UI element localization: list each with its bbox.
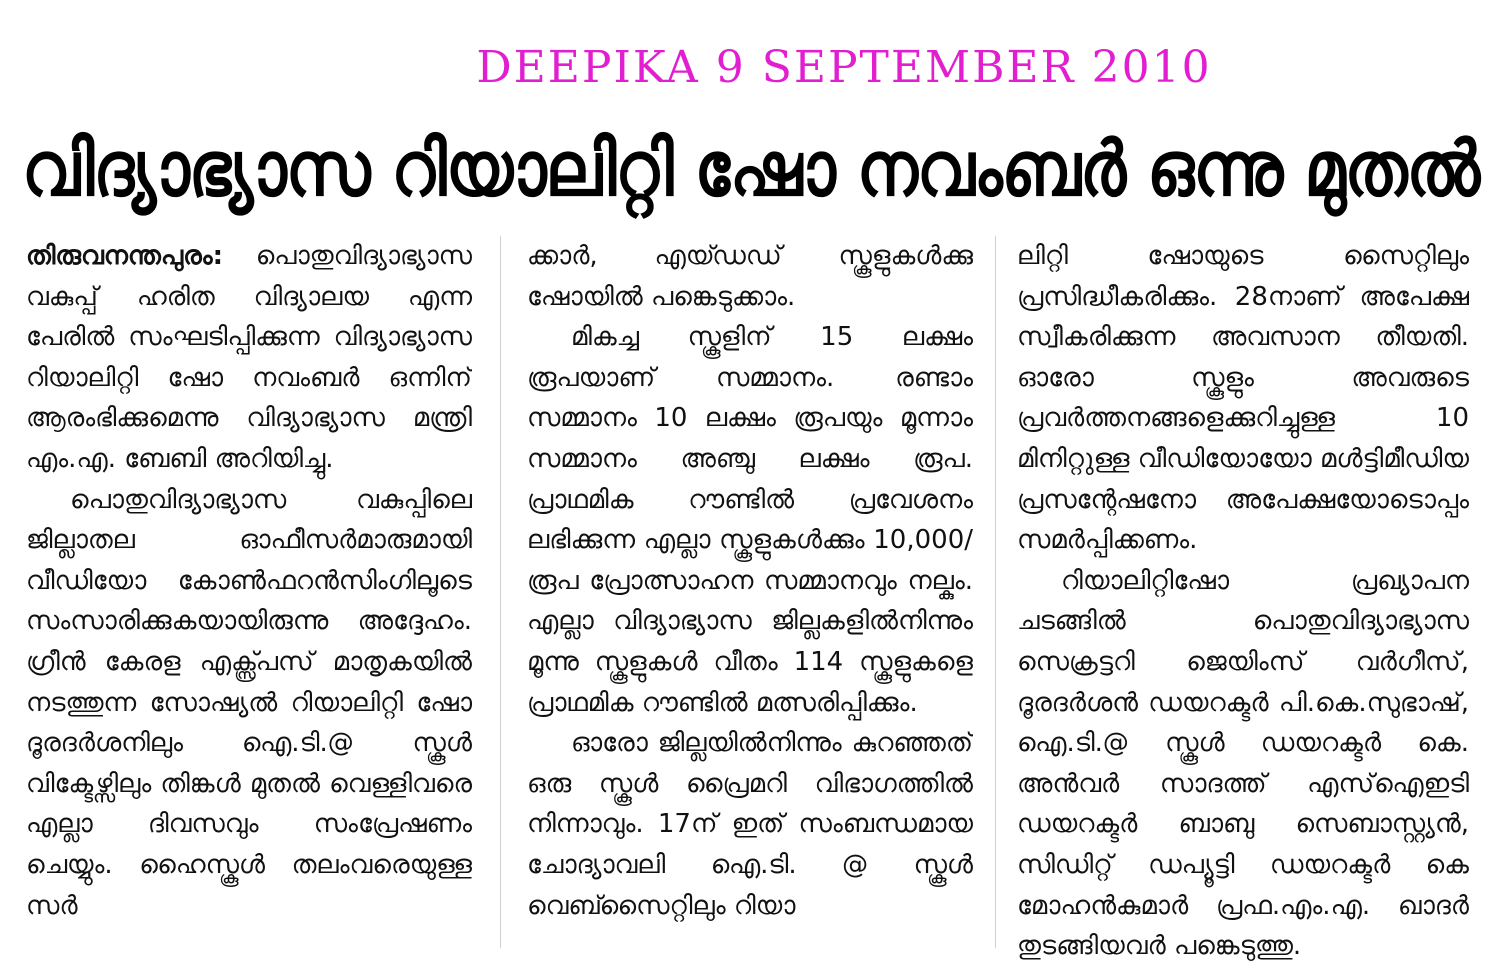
article-paragraph: ഓരോ ജില്ലയിൽനിന്നും കുറഞ്ഞത് ഒരു സ്കൂൾ പ്രൈമറി വിഭാഗത്തിൽ നിന്നാവും. 17ന് ഇത് സംബന്ധമായ ചോദ്യാവലി ഐ.ടി. @ സ്കൂൾ വെബ്സൈറ്റിലും റിയാ <box>527 728 973 921</box>
source-and-date: DEEPIKA 9 SEPTEMBER 2010 <box>476 42 1212 93</box>
article-paragraph: ക്കാർ, എയ്ഡഡ് സ്കൂളുകൾക്കു ഷോയിൽ പങ്കെടുക്കാം. <box>527 241 973 312</box>
article-column-1 <box>26 236 472 926</box>
article-column-3 <box>1017 236 1469 967</box>
article-paragraph: ലിറ്റി ഷോയുടെ സൈറ്റിലും പ്രസിദ്ധീകരിക്കും. 28നാണ് അപേക്ഷ സ്വീകരിക്കുന്ന അവസാന തീയതി. ഓരോ സ്കൂളും അവരുടെ പ്രവർത്തനങ്ങളെക്കുറിച്ചുള്ള 10 മിനിറ്റുള്ള വീഡിയോയോ മൾട്ടിമീഡിയ പ്രസന്റേഷനോ അപേക്ഷയോടൊപ്പം സമർപ്പിക്കണം. <box>1017 241 1469 556</box>
dateline: തിരുവനന്തപുരം: <box>26 241 223 271</box>
article-paragraph <box>26 236 472 480</box>
article-paragraph: റിയാലിറ്റിഷോ പ്രഖ്യാപന ചടങ്ങിൽ പൊതുവിദ്യാഭ്യാസ സെക്രട്ടറി ജെയിംസ് വർഗീസ്, ദൂരദർശൻ ഡയറക്ടർ പി.കെ.സുഭാഷ്, ഐ.ടി.@ സ്കൂൾ ഡയറക്ടർ കെ. അൻവർ സാദത്ത് എസ്ഐഇടി ഡയറക്ടർ ബാബു സെബാസ്റ്റ്യൻ, സിഡിറ്റ് ഡപ്യൂട്ടി ഡയറക്ടർ കെ മോഹൻകുമാർ പ്രഫ.എം.എ. ഖാദർ തുടങ്ങിയവർ പങ്കെടുത്തു. <box>1017 565 1469 962</box>
headline: വിദ്യാഭ്യാസ റിയാലിറ്റി ഷോ നവംബർ ഒന്നു മുതൽ <box>22 124 1480 214</box>
article-paragraph: മികച്ച സ്കൂളിന് 15 ലക്ഷം രൂപയാണ് സമ്മാനം. രണ്ടാം സമ്മാനം 10 ലക്ഷം രൂപയും മൂന്നാം സമ്മാനം അഞ്ചു ലക്ഷം രൂപ. പ്രാഥമിക റൗണ്ടിൽ പ്രവേശനം ലഭിക്കുന്ന എല്ലാ സ്കൂളുകൾക്കും 10,000/ രൂപ പ്രോത്സാഹന സമ്മാനവും നല്കും. എല്ലാ വിദ്യാഭ്യാസ ജില്ലകളിൽനിന്നും മൂന്നു സ്കൂളുകൾ വീതം 114 സ്കൂളുകളെ പ്രാഥമിക റൗണ്ടിൽ മത്സരിപ്പിക്കും. <box>527 322 973 718</box>
article-column-2 <box>527 236 973 926</box>
article-paragraph: പൊതുവിദ്യാഭ്യാസ വകുപ്പിലെ ജില്ലാതല ഓഫീസർമാരുമായി വീഡിയോ കോൺഫറൻസിംഗിലൂടെ സംസാരിക്കുകയായിരുന്നു അദ്ദേഹം. ഗ്രീൻ കേരള എക്സ്പ്രസ് മാതൃകയിൽ നടത്തുന്ന സോഷ്യൽ റിയാലിറ്റി ഷോ ദൂരദർശനിലും ഐ.ടി.@ സ്കൂൾ വിക്ടേഴ്സിലും തിങ്കൾ മുതൽ വെള്ളിവരെ എല്ലാ ദിവസവും സംപ്രേഷണം ചെയ്യും. ഹൈസ്കൂൾ തലംവരെയുള്ള സർ <box>26 484 472 921</box>
column-divider <box>500 236 501 948</box>
column-divider <box>995 236 996 948</box>
paragraph-text: പൊതുവിദ്യാഭ്യാസ വകുപ്പ് ഹരിത വിദ്യാലയ എന്ന പേരിൽ സംഘടിപ്പിക്കുന്ന വിദ്യാഭ്യാസ റിയാലിറ്റി ഷോ നവംബർ ഒന്നിന് ആരംഭിക്കുമെന്നു വിദ്യാഭ്യാസ മന്ത്രി എം.എ. ബേബി അറിയിച്ചു. <box>26 241 472 474</box>
